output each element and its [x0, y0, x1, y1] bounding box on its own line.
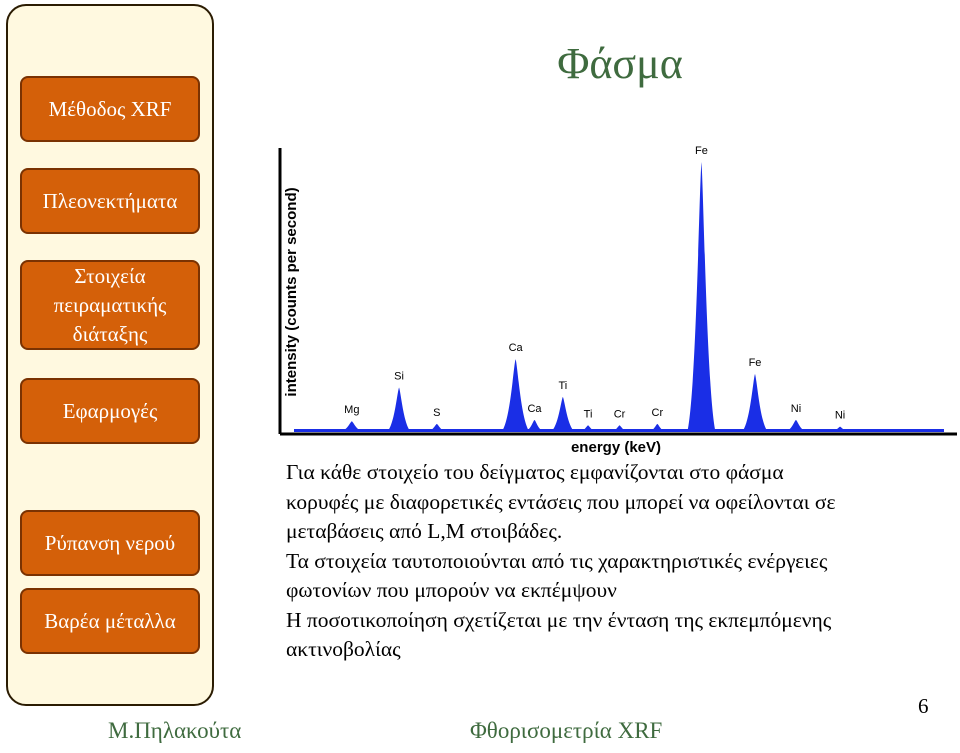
nav-label: Μέθοδος XRF: [48, 96, 172, 121]
nav-button-xrf-method[interactable]: [20, 76, 200, 142]
peak-label: Ti: [583, 408, 593, 421]
nav-button-advantages[interactable]: [20, 168, 200, 234]
spectrum-peak: [687, 162, 715, 432]
peak-label: Ni: [790, 402, 802, 415]
sidebar-nav: [6, 4, 214, 706]
footer-author: Μ.Πηλακούτα: [108, 718, 242, 743]
nav-button-applications[interactable]: [20, 378, 200, 444]
body-line: ακτινοβολίας: [286, 637, 401, 661]
xrf-spectrum-figure: [224, 90, 960, 455]
nav-label: Στοιχεία πειραματικής διάταξης: [53, 263, 167, 346]
peak-label: Cr: [651, 406, 664, 419]
body-line: φωτονίων που μπορούν να εκπέμψουν: [286, 578, 617, 602]
spectrum-plot: [224, 90, 960, 455]
nav-button-heavy-metals[interactable]: [20, 588, 200, 654]
nav-label: Βαρέα μέταλλα: [44, 608, 176, 633]
spectrum-baseline: [294, 429, 944, 432]
x-axis-label: energy (keV): [570, 439, 662, 455]
peak-label: S: [433, 406, 441, 419]
spectrum-peak: [551, 397, 575, 432]
peak-label: Fe: [748, 356, 762, 369]
footer-course: Φθορισομετρία XRF: [470, 718, 663, 743]
peak-label: Ti: [558, 379, 568, 392]
spectrum-peak: [742, 374, 768, 432]
peak-label: Ca: [508, 342, 523, 355]
slide-title: Φάσμα: [557, 39, 683, 88]
nav-label: Ρύπανση νερού: [44, 530, 176, 555]
peak-label: Cr: [613, 408, 626, 421]
nav-label: Εφαρμογές: [62, 398, 158, 423]
peak-label: Fe: [695, 145, 708, 157]
body-line: Για κάθε στοιχείο του δείγματος εμφανίζονται στο φάσμα: [286, 460, 784, 484]
nav-label: Πλεονεκτήματα: [42, 188, 178, 213]
peak-label: Si: [394, 370, 404, 383]
peaks-layer: [294, 145, 944, 432]
body-line: μεταβάσεις από L,M στοιβάδες.: [286, 519, 563, 543]
page-number: 6: [918, 694, 929, 718]
nav-button-setup[interactable]: [20, 260, 200, 350]
body-text: [286, 458, 958, 665]
spectrum-peak: [501, 359, 529, 432]
peak-label: Ca: [527, 402, 542, 415]
body-line: Τα στοιχεία ταυτοποιούνται από τις χαρακτηριστικές ενέργειες: [286, 548, 828, 573]
y-axis-label: intensity (counts per second): [283, 187, 300, 397]
body-line: Η ποσοτικοποίηση σχετίζεται με την ένταση της εκπεμπόμενης: [286, 607, 832, 632]
spectrum-peak: [387, 387, 411, 432]
peak-label: Ni: [834, 409, 846, 422]
body-line: κορυφές με διαφορετικές εντάσεις που μπορεί να οφείλονται σε: [286, 489, 836, 514]
nav-button-water-pollution[interactable]: [20, 510, 200, 576]
peak-label: Mg: [344, 404, 360, 417]
